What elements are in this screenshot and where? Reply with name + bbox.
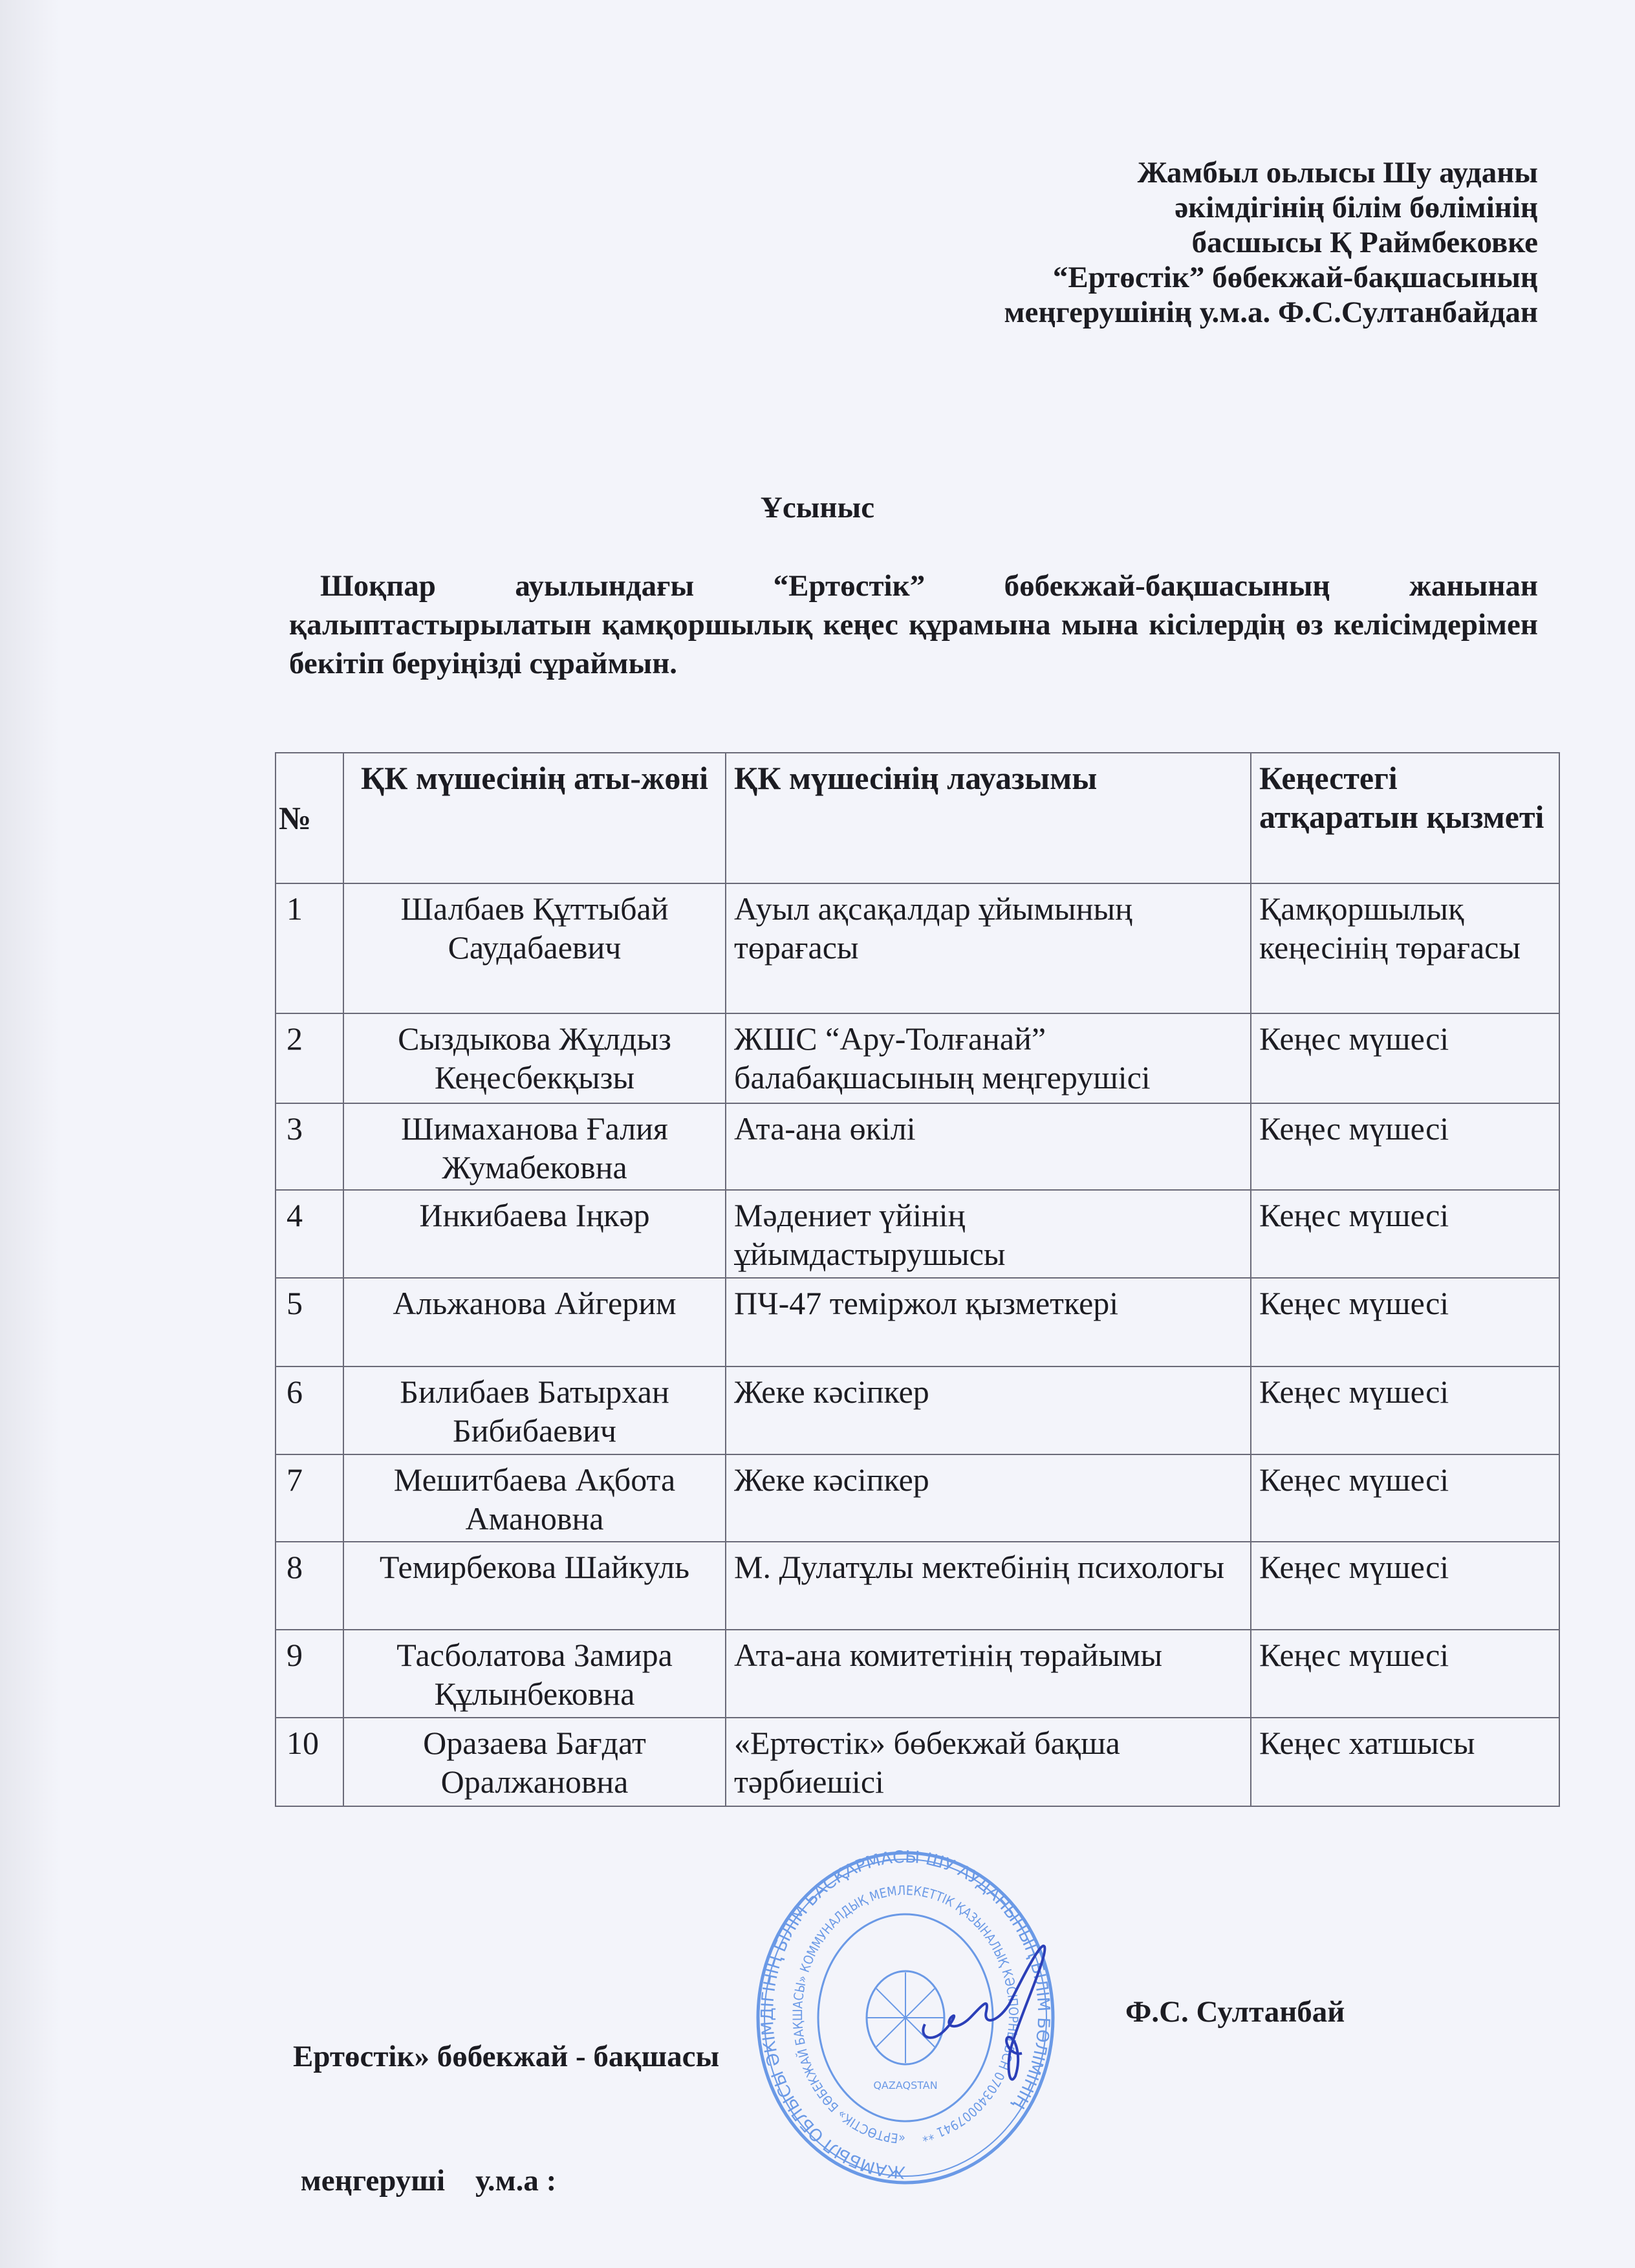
table-row — [276, 1013, 1559, 1103]
member-position: ЖШС “Ару-Толғанай” балабақшасының меңгерушісі — [726, 1013, 1251, 1103]
addressee-line: әкімдігінің білім бөлімінің — [1175, 191, 1538, 224]
member-position: Ата-ана комитетінің төрайымы — [726, 1630, 1251, 1718]
member-role: Кеңес мүшесі — [1251, 1103, 1559, 1190]
row-number: 7 — [276, 1454, 343, 1542]
member-name: Альжанова Айгерим — [343, 1278, 726, 1366]
footer-signatory — [293, 1953, 719, 2243]
signature-icon — [918, 1934, 1087, 2102]
member-name: Темирбекова Шайкуль — [343, 1542, 726, 1630]
member-role: Қамқоршылық кеңесінің төрағасы — [1251, 883, 1559, 1013]
member-name: Инкибаева Іңкәр — [343, 1190, 726, 1278]
table-row — [276, 1542, 1559, 1630]
table-row — [276, 1366, 1559, 1454]
table-row — [276, 1630, 1559, 1718]
member-position: Мәдениет үйінің ұйымдастырушысы — [726, 1190, 1251, 1278]
row-number: 9 — [276, 1630, 343, 1718]
scan-edge — [0, 0, 60, 2268]
table-row — [276, 1718, 1559, 1806]
addressee-line: “Ертөстік” бөбекжай-бақшасының — [1052, 261, 1538, 294]
body-paragraph: Шоқпар ауылындағы “Ертөстік” бөбекжай-бақшасының жанынан қалыптастырылатын қамқоршылық кеңес құрамына мына кісілердің өз келісімдерімен бекітіп беруіңізді сұраймын. — [289, 569, 1538, 680]
stamp-inner-text: «ЕРТӨСТІК» БӨБЕКЖАЙ БАҚШАСЫ» КОММУНАЛДЫҚ МЕМЛЕКЕТТІК ҚАЗЫНАЛЫҚ КӘСІПОРНЫ БСН 070340007941 ** — [790, 1882, 1022, 2147]
member-role: Кеңес хатшысы — [1251, 1718, 1559, 1806]
table-header-row — [276, 753, 1559, 883]
stamp-outer-text: ЖАМБЫЛ ОБЛЫСЫ ӘКІМДІГІНІҢ БІЛІМ БАСҚАРМАСЫ ШУ АУДАНЫНЫҢ БІЛІМ БӨЛІМІНІҢ — [758, 1850, 1054, 2182]
row-number: 5 — [276, 1278, 343, 1366]
member-name: Сыздыкова Жұлдыз Кеңесбекқызы — [343, 1013, 726, 1103]
footer-title-line: меңгеруші у.м.а : — [293, 2164, 557, 2198]
header-role: Кеңестегі атқаратын қызметі — [1251, 753, 1559, 883]
row-number: 4 — [276, 1190, 343, 1278]
member-position: «Ертөстік» бөбекжай бақша тәрбиешісі — [726, 1718, 1251, 1806]
footer-org-line: Ертөстік» бөбекжай - бақшасы — [293, 2040, 720, 2073]
table-row — [276, 1103, 1559, 1190]
addressee-line: басшысы Қ Раймбековке — [1191, 226, 1538, 259]
member-name: Шалбаев Құттыбай Саудабаевич — [343, 883, 726, 1013]
row-number: 8 — [276, 1542, 343, 1630]
addressee-line: меңгерушінің у.м.а. Ф.С.Султанбайдан — [1004, 296, 1538, 329]
member-position: Жеке кәсіпкер — [726, 1454, 1251, 1542]
member-position: Ауыл ақсақалдар ұйымының төрағасы — [726, 883, 1251, 1013]
row-number: 2 — [276, 1013, 343, 1103]
member-name: Тасболатова Замира Құлынбековна — [343, 1630, 726, 1718]
member-name: Оразаева Бағдат Оралжановна — [343, 1718, 726, 1806]
member-role: Кеңес мүшесі — [1251, 1013, 1559, 1103]
addressee-block — [1004, 155, 1538, 330]
table-row — [276, 1190, 1559, 1278]
row-number: 1 — [276, 883, 343, 1013]
row-number: 10 — [276, 1718, 343, 1806]
member-position: Жеке кәсіпкер — [726, 1366, 1251, 1454]
row-number: 3 — [276, 1103, 343, 1190]
member-role: Кеңес мүшесі — [1251, 1366, 1559, 1454]
member-role: Кеңес мүшесі — [1251, 1542, 1559, 1630]
stamp-center-text: QAZAQSTAN — [873, 2079, 938, 2091]
member-role: Кеңес мүшесі — [1251, 1190, 1559, 1278]
table-row — [276, 883, 1559, 1013]
table-row — [276, 1278, 1559, 1366]
signer-name: Ф.С. Султанбай — [1125, 1995, 1345, 2029]
header-position: ҚК мүшесінің лауазымы — [726, 753, 1251, 883]
table-row — [276, 1454, 1559, 1542]
member-name: Шимаханова Ғалия Жумабековна — [343, 1103, 726, 1190]
header-name: ҚК мүшесінің аты-жөні — [343, 753, 726, 883]
member-role: Кеңес мүшесі — [1251, 1454, 1559, 1542]
member-name: Билибаев Батырхан Бибибаевич — [343, 1366, 726, 1454]
signature — [918, 1934, 1087, 2102]
member-role: Кеңес мүшесі — [1251, 1278, 1559, 1366]
member-position: ПЧ-47 теміржол қызметкері — [726, 1278, 1251, 1366]
addressee-line: Жамбыл оьлысы Шу ауданы — [1137, 156, 1538, 189]
document-title: Ұсыныс — [760, 491, 875, 524]
row-number: 6 — [276, 1366, 343, 1454]
member-position: М. Дулатұлы мектебінің психологы — [726, 1542, 1251, 1630]
member-position: Ата-ана өкілі — [726, 1103, 1251, 1190]
header-number: № — [276, 753, 343, 883]
members-table — [275, 752, 1560, 1807]
member-role: Кеңес мүшесі — [1251, 1630, 1559, 1718]
member-name: Мешитбаева Ақбота Амановна — [343, 1454, 726, 1542]
